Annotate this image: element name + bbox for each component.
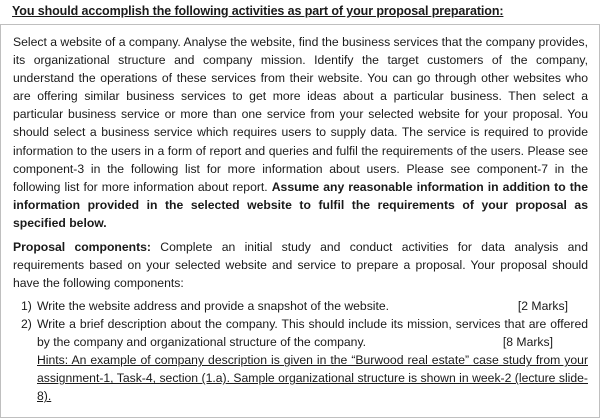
instructions-text: Select a website of a company. Analyse the website, find the business services that the company provides, its organizational structure and company mission. Identify the target customers of the company, understand the operations of these services from their website. You can go through other websites who are offering similar business services to get more ideas about a particular business. Then select a particular business service or more than one service from your selected website for your proposal. You should select a business service which requires users to supply data. The service is required to provide information to the users in a form of report and queries and fulfil the requirements of the users. Please see component-3 in the following list for more information about users. Please see component-7 in the following list for more information about report. — [13, 35, 588, 194]
marks-label: [8 Marks] — [502, 335, 553, 350]
components-list — [13, 297, 588, 406]
list-item-text: Write the website address and provide a snapshot of the website. — [37, 299, 390, 313]
list-item-text: Write a brief description about the company. This should include its mission, services that are offered by the company and organizational structure of the company. — [37, 317, 588, 350]
marks-label: [2 Marks] — [517, 299, 568, 313]
list-item — [13, 315, 588, 405]
list-item — [13, 297, 588, 315]
list-item-number: 2) — [21, 317, 32, 332]
instructions-paragraph — [13, 33, 588, 232]
proposal-components-text: Complete an initial study and conduct activities for data analysis and requirements based on your selected website and service to prepare a proposal. Your proposal should have the following components: — [13, 240, 588, 291]
proposal-components-label: Proposal components: — [13, 240, 151, 254]
list-item-number: 1) — [21, 299, 32, 313]
hint-text: Hints: An example of company description is given in the “Burwood real estate” case study from your assignment-1, Task-4, section (1.a). Sample organizational structure is shown in week-2 (lecture slide-8). — [37, 353, 588, 404]
proposal-components-paragraph — [13, 238, 588, 292]
assumption-note: Assume any reasonable information in addition to the information provided in the selected website to fulfil the requirements of your proposal as specified below. — [13, 179, 588, 230]
activities-heading: You should accomplish the following activities as part of your proposal preparation: — [12, 4, 504, 18]
